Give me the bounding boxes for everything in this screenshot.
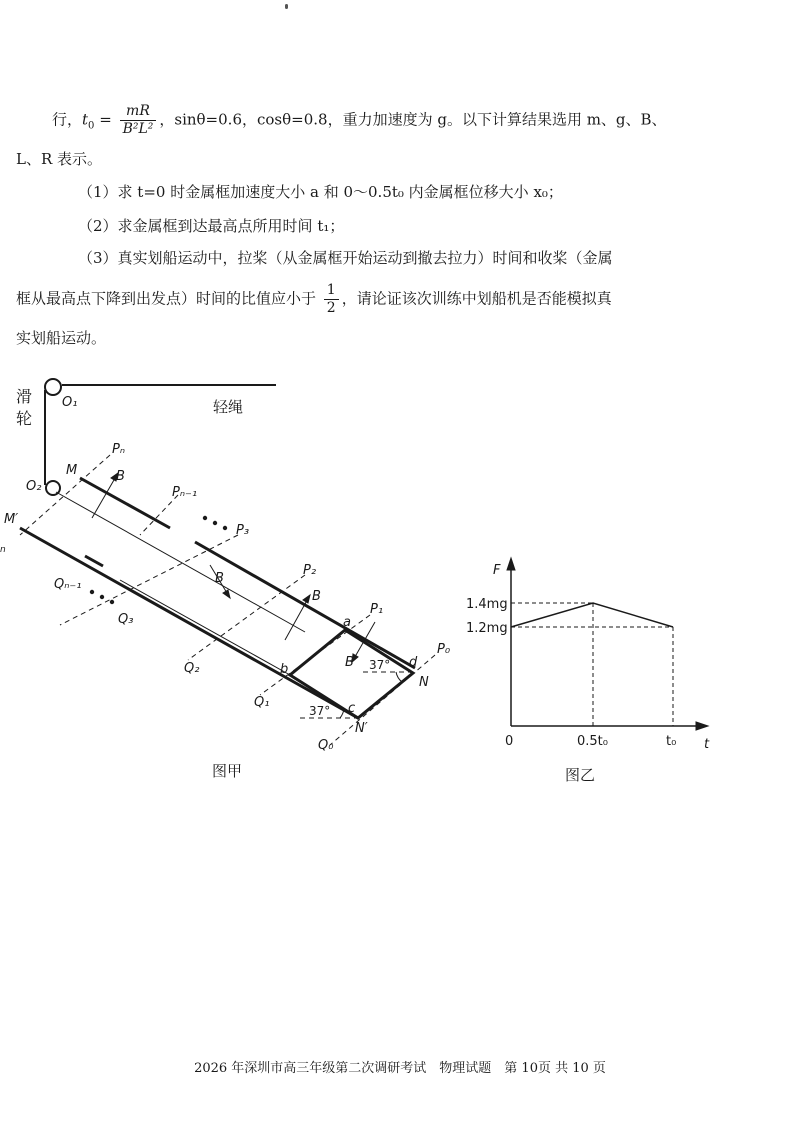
label-P1: P₁ <box>370 602 384 617</box>
label-P3: P₃ <box>236 523 250 538</box>
question-1: （1）求 t=0 时金属框加速度大小 a 和 0～0.5t₀ 内金属框位移大小 x₀； <box>78 183 563 201</box>
rail-bottom <box>20 528 358 718</box>
x-tick-mid: 0.5t₀ <box>577 734 608 749</box>
line1-text-b: ，sinθ=0.6，cosθ=0.8，重力加速度为 g。以下计算结果选用 m、g、B、 <box>159 110 667 129</box>
arrowhead <box>223 590 230 598</box>
angle-arc-top <box>396 672 402 682</box>
t0-subscript: 0 <box>88 120 95 132</box>
label-n-fragment: n <box>0 545 6 555</box>
half-denominator: 2 <box>326 300 336 316</box>
x-tick-end: t₀ <box>666 734 677 749</box>
label-Q2: Q₂ <box>184 661 200 676</box>
scan-speck <box>285 4 288 9</box>
inner-line-2 <box>120 580 290 675</box>
question-2: （2）求金属框到达最高点所用时间 t₁； <box>78 217 345 235</box>
label-P2: P₂ <box>303 563 317 578</box>
page-footer: 2026 年深圳市高三年级第二次调研考试 物理试题 第 10页 共 10 页 <box>194 1061 606 1076</box>
label-c: c <box>348 701 356 716</box>
line-P3 <box>60 535 238 625</box>
label-O2: O₂ <box>26 479 42 494</box>
label-P0: P₀ <box>437 642 451 657</box>
figure-yi <box>507 558 708 730</box>
text-line-2: L、R 表示。 <box>16 150 103 168</box>
label-B-2: B <box>215 571 224 586</box>
dot <box>90 590 94 594</box>
label-b: b <box>280 662 289 677</box>
dot <box>213 521 217 525</box>
label-pulley-2: 轮 <box>16 409 33 428</box>
label-Q1: Q₁ <box>254 695 270 710</box>
question-3-line-c: 实划船运动。 <box>16 329 107 347</box>
caption-yi: 图乙 <box>565 766 596 784</box>
y-axis-arrow <box>507 558 515 570</box>
x-axis-label: t <box>704 737 710 752</box>
x-tick-origin: 0 <box>505 734 514 749</box>
label-O1: O₁ <box>62 395 78 410</box>
label-M: M <box>66 463 78 478</box>
rail-top-seg1 <box>80 478 170 528</box>
label-B-3: B <box>312 589 321 604</box>
dot <box>223 526 227 530</box>
dot <box>110 600 114 604</box>
question-3-line-a: （3）真实划船运动中，拉桨（从金属框开始运动到撤去拉力）时间和收桨（金属 <box>78 249 613 267</box>
q3b-text-a: 框从最高点下降到出发点）时间的比值应小于 <box>16 289 317 308</box>
label-Pn1: Pₙ₋₁ <box>172 485 198 500</box>
text-line-1 <box>52 103 667 139</box>
t0-fraction-numerator: mR <box>120 103 157 121</box>
caption-jia: 图甲 <box>212 762 243 780</box>
equals-sign: = <box>99 110 112 129</box>
ellipsis-dots <box>90 516 227 604</box>
figure-jia <box>20 379 435 745</box>
graph-guides <box>511 603 673 726</box>
half-numerator: 1 <box>324 282 339 300</box>
dot <box>100 595 104 599</box>
label-B-1: B <box>116 469 125 484</box>
label-M-prime: M′ <box>4 512 19 527</box>
field-lines <box>20 455 435 745</box>
label-Q3: Q₃ <box>118 612 134 627</box>
label-d: d <box>409 655 418 670</box>
question-3-line-b <box>16 282 612 317</box>
pulley-o1 <box>45 379 61 395</box>
label-N: N <box>419 675 429 690</box>
label-angle-top: 37° <box>369 658 391 672</box>
label-N-prime: N′ <box>355 721 368 736</box>
half-fraction <box>324 282 339 317</box>
y-tick-top: 1.4mg <box>466 597 508 612</box>
label-B-4: B <box>345 655 354 670</box>
line1-text-a: 行， <box>52 110 83 129</box>
y-axis-label: F <box>493 563 501 578</box>
label-rope: 轻绳 <box>213 398 244 416</box>
x-axis-arrow <box>696 722 708 730</box>
line-Pn <box>20 455 110 535</box>
t0-fraction-denominator: B²L² <box>122 121 154 137</box>
t0-fraction <box>120 103 157 138</box>
label-a: a <box>343 615 351 630</box>
dot <box>203 516 207 520</box>
figures-area <box>0 360 800 800</box>
label-angle-bottom: 37° <box>309 704 331 718</box>
arrowhead <box>303 595 310 603</box>
y-tick-bottom: 1.2mg <box>466 621 508 636</box>
label-Q0: Q₀ <box>318 738 334 753</box>
b-field-arrows <box>92 473 375 662</box>
label-Pn: Pₙ <box>112 442 126 457</box>
f-t-curve <box>511 603 673 627</box>
q3b-text-b: ，请论证该次训练中划船机是否能模拟真 <box>341 289 612 308</box>
label-Qn1: Qₙ₋₁ <box>54 577 82 592</box>
line-P2 <box>188 575 305 660</box>
t0-symbol: t <box>82 110 89 129</box>
label-pulley-1: 滑 <box>16 387 33 406</box>
